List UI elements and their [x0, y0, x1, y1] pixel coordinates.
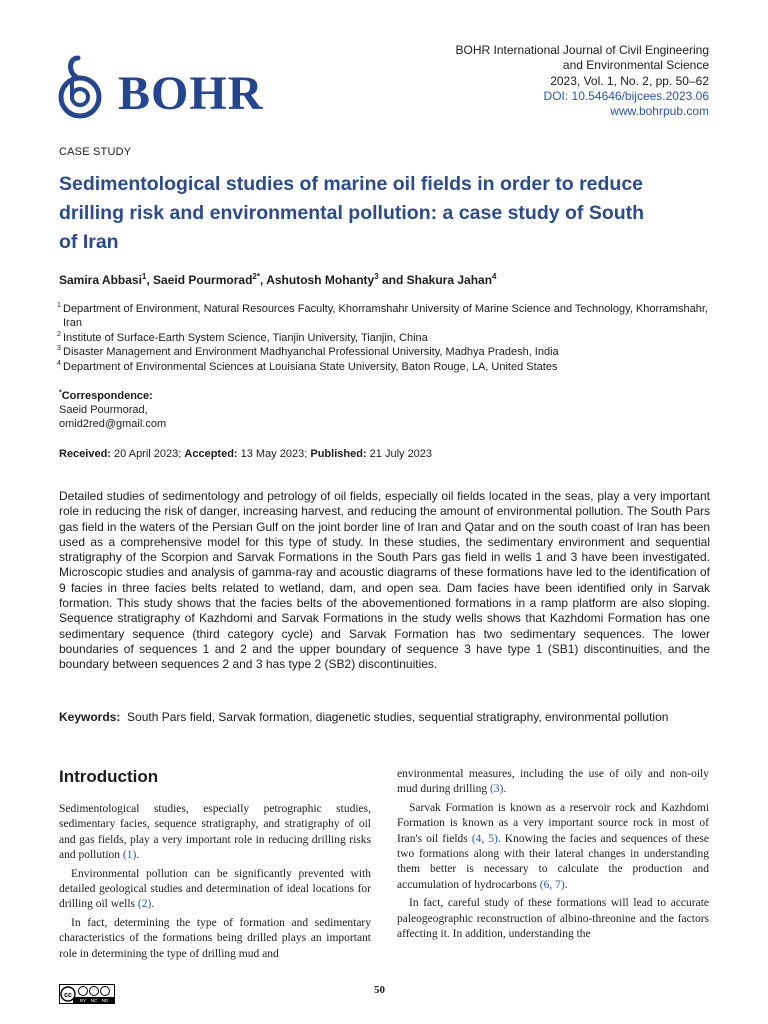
paragraph-text: Sedimentological studies, especially petrographic studies, sedimentary facies, sequence stratigraphy, and stratigraphy of oil and gas fields, play a very important role in reducing drilling risks and pollution: [59, 803, 371, 862]
accepted-date: 13 May 2023;: [240, 448, 308, 460]
paragraph-text: In fact, determining the type of formation and sedimentary characteristics of the formations being drilled plays an important role in determining the type of drilling mud and: [59, 916, 371, 960]
citation-link[interactable]: (4, 5): [471, 832, 498, 845]
affiliation-number: 1: [57, 302, 61, 309]
section-heading-introduction: Introduction: [59, 767, 159, 786]
journal-name-line2: and Environmental Science: [562, 58, 709, 73]
published-date: 21 July 2023: [369, 448, 433, 460]
author-name: Samira Abbasi: [59, 273, 142, 287]
doi-link[interactable]: DOI: 10.54646/bijcees.2023.06: [543, 88, 709, 103]
citation-link[interactable]: (6, 7): [539, 878, 565, 891]
citation-link[interactable]: (2): [137, 898, 152, 911]
paragraph-text: In fact, careful study of these formations will lead to accurate paleogeographic reconstruction of albino-threonine and the factors affecting it. In addition, understanding the: [397, 897, 709, 941]
author-name: Shakura Jahan: [406, 273, 493, 287]
accepted-label: Accepted:: [184, 448, 238, 460]
nd-label: ND: [101, 998, 109, 1003]
author-list: [59, 272, 497, 287]
author-separator: ,: [259, 273, 267, 287]
correspondence: [59, 386, 166, 432]
logo-wordmark: BOHR: [118, 67, 264, 120]
affiliation-text: Department of Environmental Sciences at Louisiana State University, Baton Rouge, LA, United States: [63, 360, 558, 373]
body-paragraph: environmental measures, including the use of oily and non-oily mud during drilling (3).: [397, 768, 709, 796]
body-column-right: [397, 767, 709, 945]
body-paragraph: [397, 896, 709, 942]
by-label: BY: [79, 998, 87, 1003]
author-separator: and: [378, 273, 407, 287]
keywords-label: Keywords:: [59, 710, 121, 724]
abstract: Detailed studies of sedimentology and petrology of oil fields, especially oil fields located in the seas, play a very important role in reducing the risk of danger, increasing harvest, and reducing the amount of environmental pollution. The South Pars gas field in the waters of the Persian Gulf on the joint border line of Iran and Qatar and on the south coast of Iran has been used as a comprehensive model for this type of study. In these studies, the sedimentary environment and sequential stratigraphy of the Scorpion and Sarvak Formations in the South Pars gas field in wells 1 and 3 have been investigated. Microscopic studies and analysis of gamma-ray and acoustic diagrams of these formations have led to the identification of 9 facies in three facies belts related to wetland, dam, and open sea. Dam facies have been identified only in Sarvak formation. This study shows that the facies belts of the abovementioned formations in a ramp platform are also sloping. Sequence stratigraphy of Kazhdomi and Sarvak Formations in the study wells shows that Kazhdomi Formation has one sedimentary sequence (third category cycle) and Sarvak Formation has two sedimentary sequences. The lower boundaries of sequences 1 and 2 and the upper boundary of sequence 3 have type 1 (SB1) discontinuities, and the boundary between sequences 2 and 3 has type 2 (SB2) discontinuities.: [59, 489, 710, 672]
paragraph-text: . Knowing the facies and sequences of these two formations along with their lateral changes in understanding them better is necessary to calculate the production and accumulation of hydrocarbons: [397, 832, 709, 891]
cc-text: cc: [64, 992, 72, 999]
by-icon: [79, 987, 88, 996]
keywords-text: South Pars field, Sarvak formation, diagenetic studies, sequential stratigraphy, environmental pollution: [127, 710, 669, 724]
article-dates: [59, 448, 432, 460]
author-separator: ,: [146, 273, 154, 287]
body-column-left: [59, 802, 371, 965]
paragraph-text: Sarvak Formation is known as a reservoir rock and Kazhdomi Formation is known as a very important source rock in most of Iran's oil fields: [397, 801, 709, 845]
published-label: Published:: [310, 448, 367, 460]
affiliation-text: Disaster Management and Environment Madhyanchal Professional University, Madhya Pradesh, India: [63, 346, 559, 359]
affiliation-number: 4: [57, 359, 61, 367]
author-affil-sup: 4: [492, 272, 497, 281]
nd-icon: [101, 987, 110, 996]
affiliation-number: 2: [57, 330, 61, 338]
received-date: 20 April 2023;: [114, 448, 182, 460]
affiliations: [59, 302, 719, 374]
body-paragraph: Environmental pollution can be significantly prevented with detailed geological studies and determination of ideal locations for drilling oil wells (2).: [59, 867, 371, 911]
body-paragraph: [59, 916, 371, 962]
nc-label: NC: [90, 998, 98, 1003]
author-affil-sup: 1: [141, 272, 147, 281]
citation-link[interactable]: (1): [122, 849, 137, 862]
affiliation-item: [59, 302, 719, 331]
affiliation-text: Department of Environment, Natural Resources Faculty, Khorramshahr University of Marine Science and Technology, Khorramshahr, Iran: [63, 303, 709, 330]
author-name: Ashutosh Mohanty: [266, 273, 375, 287]
author-affil-sup: 2*: [252, 272, 260, 281]
journal-name-line1: BOHR International Journal of Civil Engineering: [455, 43, 709, 57]
website-link[interactable]: www.bohrpub.com: [610, 104, 709, 119]
affiliation-item: [59, 360, 719, 374]
page-number: 50: [374, 984, 385, 996]
citation-link[interactable]: (3): [489, 783, 504, 796]
affiliation-item: [59, 331, 719, 345]
correspondence-email[interactable]: omid2red@gmail.com: [59, 418, 167, 431]
paragraph-text: environmental measures, including the use of oily and non-oily mud during drilling: [397, 768, 709, 796]
affiliation-item: [59, 345, 719, 359]
article-title: Sedimentological studies of marine oil fields in order to reduce drilling risk and environmental pollution: a case study of South of Iran: [59, 173, 645, 253]
received-label: Received:: [59, 448, 111, 460]
journal-volume: 2023, Vol. 1, No. 2, pp. 50–62: [550, 73, 709, 88]
cc-license-badge[interactable]: [59, 984, 115, 1004]
author-affil-sup: 3: [374, 272, 379, 281]
article-type: CASE STUDY: [59, 146, 132, 158]
journal-info: [456, 43, 709, 119]
correspondence-star: *: [59, 389, 62, 396]
body-paragraph: Sarvak Formation is known as a reservoir rock and Kazhdomi Formation is known as a very important source rock in most of Iran's oil fields (4, 5). Knowing the facies and sequences of these two formations along with their lateral changes in understanding them better is necessary to calculate the production and accumulation of hydrocarbons (6, 7).: [397, 801, 709, 891]
correspondence-label: Correspondence:: [61, 389, 153, 402]
correspondence-name: Saeid Pourmorad,: [59, 404, 148, 417]
affiliation-text: Institute of Surface-Earth System Science, Tianjin University, Tianjin, China: [63, 331, 428, 344]
author-name: Saeid Pourmorad: [153, 273, 253, 287]
keywords: [59, 710, 719, 724]
paragraph-text: Environmental pollution can be significantly prevented with detailed geological studies and determination of ideal locations for drilling oil wells: [59, 867, 371, 911]
body-paragraph: Sedimentological studies, especially petrographic studies, sedimentary facies, sequence stratigraphy, and stratigraphy of oil and gas fields, play a very important role in reducing drilling risks and pollution (1).: [59, 803, 371, 862]
affiliation-number: 3: [57, 345, 61, 353]
nc-icon: [90, 987, 99, 996]
